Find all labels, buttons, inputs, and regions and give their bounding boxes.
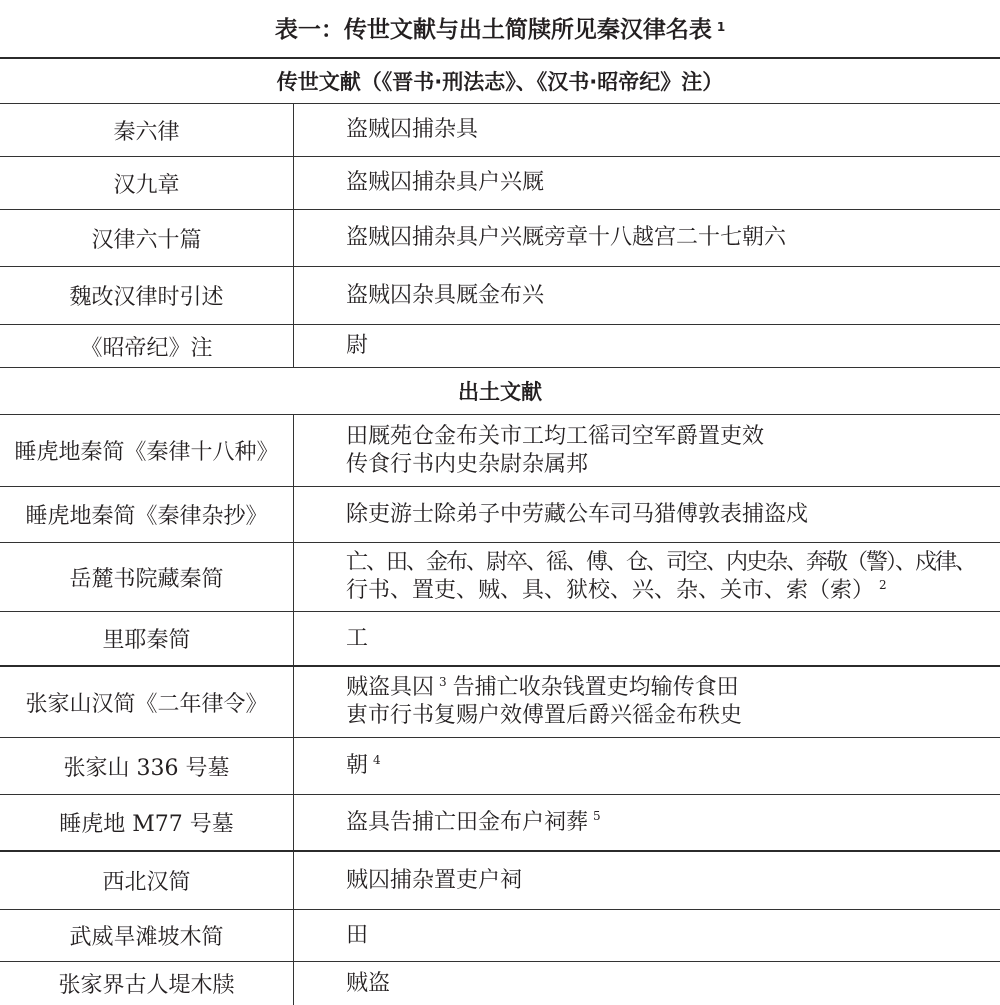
footnote-marker: 2 [879,577,887,592]
law-names-cell [294,962,1000,1005]
table-row [0,962,1000,1005]
law-names-line: 亡、田、金布、尉卒、徭、傅、仓、司空、内史杂、奔敬（警）、戍律、 [346,550,976,575]
source-name: 张家山汉简《二年律令》 [25,691,268,717]
law-names-line: 传食行书内史杂尉杂属邦 [346,451,589,477]
law-names-cell [294,487,1000,542]
law-names-cell [294,910,1000,961]
law-names-text: 盗具告捕亡田金布户祠葬 [346,809,589,835]
table-row [0,210,1000,267]
source-cell [0,962,294,1005]
source-name: 里耶秦简 [102,628,191,653]
table-row [0,852,1000,910]
table-row [0,325,1000,368]
law-names-line [346,752,996,780]
source-cell [0,795,294,850]
law-names-cell [294,738,1000,794]
law-names: 贼囚捕杂置吏户祠 [346,867,523,893]
table-row [0,487,1000,543]
source-cell [0,487,294,542]
table-row [0,157,1000,210]
law-names-cell [294,104,1000,156]
law-names: 除吏游士除弟子中劳藏公车司马猎傅敦表捕盗戍 [346,501,809,527]
law-names-cell [294,210,1000,266]
source-name: 睡虎地秦简《秦律杂抄》 [25,504,268,529]
source-name: 睡虎地秦简《秦律十八种》 [14,440,279,465]
footnote-marker: 3 [439,674,447,689]
law-names: 盗贼囚捕杂具户兴厩旁章十八越宫二十七朝六 [346,225,787,250]
table-title-text: 表一：传世文献与出土简牍所见秦汉律名表 [274,16,712,43]
law-names-cell [294,795,1000,850]
source-cell [0,210,294,266]
source-cell [0,852,294,909]
law-names: 贼盗 [346,970,391,996]
section-header-text: 出土文献 [458,380,542,404]
source-name: 魏改汉律时引述 [69,285,224,310]
law-names: 盗贼囚杂具厩金布兴 [346,282,545,308]
law-names-text: 朝 [346,753,369,778]
footnote-marker: 5 [593,809,601,824]
section-header-transmitted [0,59,1000,104]
table-row [0,267,1000,325]
source-cell [0,415,294,486]
source-cell [0,157,294,209]
law-names-line [346,674,996,702]
table-title: 表一：传世文献与出土简牍所见秦汉律名表 1 [0,0,1000,59]
table-row [0,795,1000,852]
section-header-text: 传世文献（《晋书·刑法志》、《汉书·昭帝纪》注） [276,70,724,94]
source-name: 《昭帝纪》注 [80,335,213,361]
law-names-cell [294,267,1000,324]
source-name: 睡虎地 M77 号墓 [59,812,234,837]
source-name: 秦六律 [113,119,180,145]
law-names-text: 贼盗具囚 [346,675,435,700]
law-names-line [346,809,996,837]
source-cell [0,104,294,156]
law-names-text: 告捕亡收杂钱置吏均输传食田 [452,675,739,700]
law-names: 盗贼囚捕杂具户兴厩 [346,170,545,195]
source-cell [0,612,294,665]
law-names-line: 田厩苑仓金布关市工均工徭司空军爵置吏效 [346,423,765,449]
source-cell [0,267,294,324]
source-name: 西北汉简 [102,870,191,895]
table-row [0,667,1000,738]
law-names-cell [294,325,1000,367]
law-names-cell [294,612,1000,665]
source-cell [0,667,294,737]
law-names-cell [294,157,1000,209]
law-names: 工 [346,625,369,651]
table-row [0,415,1000,487]
source-name: 武威旱滩坡木简 [69,925,224,950]
law-names-line [346,577,996,605]
table-row [0,612,1000,667]
law-names-text: 行书、置吏、贼、具、狱校、兴、杂、关市、索（索） [346,578,875,603]
law-names: 盗贼囚捕杂具 [346,117,479,142]
source-cell [0,325,294,367]
source-name: 汉律六十篇 [91,227,202,253]
law-names-line: 叀市行书复赐户效傅置后爵兴徭金布秩史 [346,703,743,728]
table-row [0,104,1000,157]
law-names-cell [294,543,1000,611]
law-names-cell [294,415,1000,486]
law-names: 田 [346,922,369,948]
law-names: 尉 [346,333,369,358]
source-name: 汉九章 [113,172,180,198]
law-names-cell [294,852,1000,909]
source-name: 张家山 336 号墓 [63,755,230,781]
source-cell [0,910,294,961]
table-row [0,738,1000,795]
source-name: 张家界古人堤木牍 [58,973,235,998]
source-cell [0,543,294,611]
table-row [0,543,1000,612]
source-name: 岳麓书院藏秦简 [69,566,224,592]
source-cell [0,738,294,794]
footnote-marker: 4 [373,752,381,767]
table-row [0,910,1000,962]
section-header-excavated [0,368,1000,415]
law-names-cell [294,667,1000,737]
